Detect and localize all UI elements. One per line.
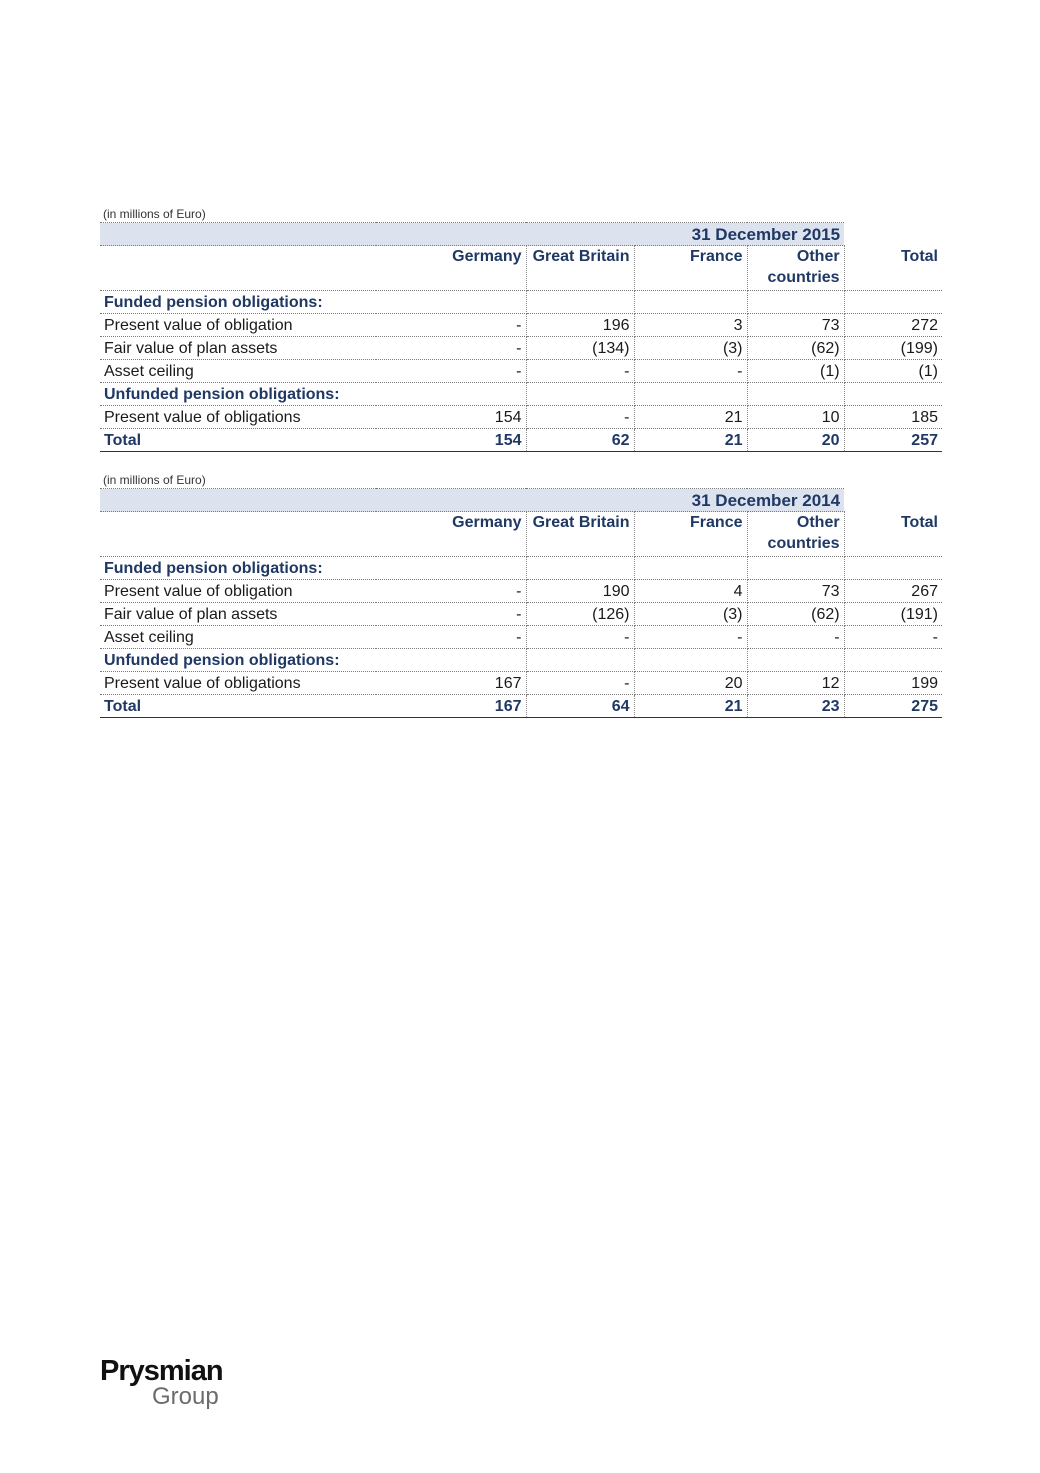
cell-value: (1) bbox=[844, 360, 942, 383]
cell-value: 21 bbox=[634, 406, 747, 429]
pension-obligations-table bbox=[100, 222, 942, 452]
cell-value bbox=[376, 291, 526, 314]
cell-value: 10 bbox=[747, 406, 844, 429]
cell-value: (199) bbox=[844, 337, 942, 360]
cell-value bbox=[634, 291, 747, 314]
row-label: Funded pension obligations: bbox=[100, 557, 376, 580]
column-header-row bbox=[100, 512, 942, 557]
total-row bbox=[100, 429, 942, 452]
row-label: Total bbox=[100, 695, 376, 718]
row-label: Funded pension obligations: bbox=[100, 291, 376, 314]
cell-value: 62 bbox=[526, 429, 634, 452]
table-row bbox=[100, 626, 942, 649]
cell-value: - bbox=[526, 360, 634, 383]
cell-value: - bbox=[376, 337, 526, 360]
cell-value bbox=[747, 649, 844, 672]
cell-value: (134) bbox=[526, 337, 634, 360]
row-label-header bbox=[100, 246, 376, 291]
cell-value: 196 bbox=[526, 314, 634, 337]
cell-value: - bbox=[747, 626, 844, 649]
cell-value: 12 bbox=[747, 672, 844, 695]
row-label: Present value of obligation bbox=[100, 314, 376, 337]
row-label: Fair value of plan assets bbox=[100, 337, 376, 360]
cell-value: 64 bbox=[526, 695, 634, 718]
column-header: Total bbox=[844, 246, 942, 291]
cell-value: 73 bbox=[747, 580, 844, 603]
cell-value: - bbox=[376, 603, 526, 626]
table-row bbox=[100, 672, 942, 695]
prysmian-group-logo bbox=[100, 1355, 240, 1415]
cell-value: 199 bbox=[844, 672, 942, 695]
cell-value bbox=[526, 383, 634, 406]
period-date: 31 December 2014 bbox=[100, 489, 844, 512]
date-header-row bbox=[100, 489, 942, 512]
cell-value: 20 bbox=[747, 429, 844, 452]
cell-value: - bbox=[376, 580, 526, 603]
pension-obligations-table bbox=[100, 488, 942, 718]
column-header: Great Britain bbox=[526, 512, 634, 557]
cell-value bbox=[747, 557, 844, 580]
row-label: Unfunded pension obligations: bbox=[100, 649, 376, 672]
cell-value: 154 bbox=[376, 429, 526, 452]
unit-note: (in millions of Euro) bbox=[103, 207, 206, 221]
row-label: Fair value of plan assets bbox=[100, 603, 376, 626]
row-label-header bbox=[100, 512, 376, 557]
cell-value: - bbox=[376, 314, 526, 337]
cell-value: (126) bbox=[526, 603, 634, 626]
cell-value bbox=[634, 649, 747, 672]
cell-value bbox=[634, 383, 747, 406]
column-header-row bbox=[100, 246, 942, 291]
cell-value bbox=[526, 557, 634, 580]
cell-value: - bbox=[376, 626, 526, 649]
cell-value: (62) bbox=[747, 603, 844, 626]
table-row bbox=[100, 314, 942, 337]
column-header: France bbox=[634, 512, 747, 557]
total-row bbox=[100, 695, 942, 718]
column-header: Other countries bbox=[747, 246, 844, 291]
column-header: Germany bbox=[376, 246, 526, 291]
row-label: Present value of obligation bbox=[100, 580, 376, 603]
table-row bbox=[100, 603, 942, 626]
row-label: Total bbox=[100, 429, 376, 452]
section-header-row bbox=[100, 291, 942, 314]
cell-value bbox=[526, 649, 634, 672]
cell-value: - bbox=[526, 406, 634, 429]
cell-value bbox=[526, 291, 634, 314]
cell-value bbox=[844, 649, 942, 672]
cell-value: 154 bbox=[376, 406, 526, 429]
cell-value: - bbox=[526, 626, 634, 649]
cell-value bbox=[376, 557, 526, 580]
cell-value: - bbox=[844, 626, 942, 649]
table-row bbox=[100, 406, 942, 429]
period-date: 31 December 2015 bbox=[100, 223, 844, 246]
row-label: Asset ceiling bbox=[100, 360, 376, 383]
cell-value: 21 bbox=[634, 695, 747, 718]
cell-value: 20 bbox=[634, 672, 747, 695]
column-header: Germany bbox=[376, 512, 526, 557]
column-header: Other countries bbox=[747, 512, 844, 557]
unit-note: (in millions of Euro) bbox=[103, 473, 206, 487]
column-header: Great Britain bbox=[526, 246, 634, 291]
cell-value: 73 bbox=[747, 314, 844, 337]
section-header-row bbox=[100, 649, 942, 672]
cell-value: 272 bbox=[844, 314, 942, 337]
cell-value bbox=[844, 291, 942, 314]
cell-value: - bbox=[526, 672, 634, 695]
cell-value: - bbox=[634, 360, 747, 383]
row-label: Present value of obligations bbox=[100, 406, 376, 429]
section-header-row bbox=[100, 383, 942, 406]
cell-value bbox=[634, 557, 747, 580]
logo-subtitle: Group bbox=[152, 1383, 219, 1410]
cell-value: - bbox=[634, 626, 747, 649]
cell-value: 21 bbox=[634, 429, 747, 452]
cell-value: 275 bbox=[844, 695, 942, 718]
cell-value: (3) bbox=[634, 603, 747, 626]
row-label: Asset ceiling bbox=[100, 626, 376, 649]
logo-wordmark: Prysmian bbox=[100, 1355, 223, 1387]
cell-value bbox=[376, 649, 526, 672]
cell-value: 185 bbox=[844, 406, 942, 429]
pension-table-2014 bbox=[100, 472, 942, 718]
date-header-row bbox=[100, 223, 942, 246]
cell-value: (62) bbox=[747, 337, 844, 360]
cell-value bbox=[747, 291, 844, 314]
pension-table-2015 bbox=[100, 206, 942, 452]
column-header: Total bbox=[844, 512, 942, 557]
cell-value: (191) bbox=[844, 603, 942, 626]
section-header-row bbox=[100, 557, 942, 580]
cell-value: 4 bbox=[634, 580, 747, 603]
cell-value: 167 bbox=[376, 672, 526, 695]
cell-value: 190 bbox=[526, 580, 634, 603]
table-row bbox=[100, 360, 942, 383]
cell-value: 3 bbox=[634, 314, 747, 337]
column-header: France bbox=[634, 246, 747, 291]
cell-value: (3) bbox=[634, 337, 747, 360]
cell-value bbox=[747, 383, 844, 406]
cell-value: 23 bbox=[747, 695, 844, 718]
cell-value: 257 bbox=[844, 429, 942, 452]
table-row bbox=[100, 337, 942, 360]
cell-value: 267 bbox=[844, 580, 942, 603]
cell-value: - bbox=[376, 360, 526, 383]
cell-value bbox=[376, 383, 526, 406]
row-label: Present value of obligations bbox=[100, 672, 376, 695]
table-row bbox=[100, 580, 942, 603]
cell-value: (1) bbox=[747, 360, 844, 383]
cell-value bbox=[844, 557, 942, 580]
cell-value: 167 bbox=[376, 695, 526, 718]
cell-value bbox=[844, 383, 942, 406]
row-label: Unfunded pension obligations: bbox=[100, 383, 376, 406]
